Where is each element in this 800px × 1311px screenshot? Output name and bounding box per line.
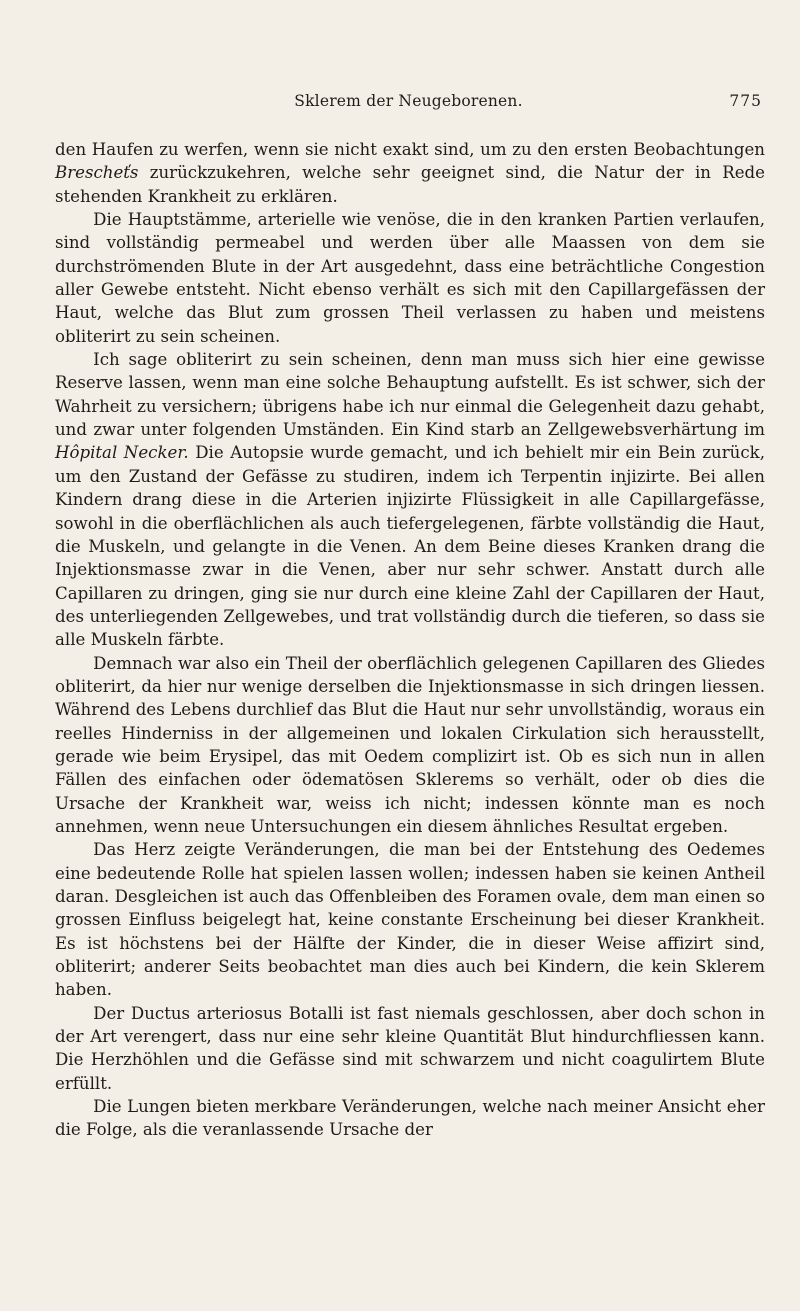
text-run: zurückzukehren, welche sehr geeignet sind, die Natur der in Rede stehenden Krankheit zu erklären. xyxy=(55,163,765,206)
body-text xyxy=(55,138,765,1142)
paragraph xyxy=(55,348,765,651)
text-run: Die Hauptstämme, arterielle wie venöse, die in den kranken Partien verlaufen, sind vollständig permeabel und werden über alle Maassen von dem sie durchströmenden Blute in der Art ausgedehnt, dass eine beträchtliche Congestion aller Gewebe entsteht. Nicht ebenso verhält es sich mit den Capillargefässen der Haut, welche das Blut zum grossen Theil verlassen zu haben und meistens obliterirt zu sein scheinen. xyxy=(55,210,765,346)
text-run: Ich sage obliterirt zu sein scheinen, denn man muss sich hier eine gewisse Reserve lassen, wenn man eine solche Behauptung aufstellt. Es ist schwer, sich der Wahrheit zu versichern; übrigens habe ich nur einmal die Gelegenheit dazu gehabt, und zwar unter folgenden Umständen. Ein Kind starb an Zellgewebsverhärtung im xyxy=(55,350,765,440)
text-run: Der Ductus arteriosus Botalli ist fast niemals geschlossen, aber doch schon in der Art verengert, dass nur eine sehr kleine Quantität Blut hindurchfliessen kann. Die Herzhöhlen und die Gefässe sind mit schwarzem und nicht coagulirtem Blute erfüllt. xyxy=(55,1003,765,1093)
paragraph xyxy=(55,208,765,348)
paragraph xyxy=(55,138,765,208)
running-title: Sklerem der Neugeborenen. xyxy=(294,92,523,110)
italic-text: Brescheťs xyxy=(55,163,139,183)
text-run: Demnach war also ein Theil der oberflächlich gelegenen Capillaren des Gliedes obliterirt, da hier nur wenige derselben die Injektionsmasse in sich dringen liessen. Während des Lebens durchlief das Blut die Haut nur sehr unvollständig, woraus ein reelles Hinderniss in der allgemeinen und lokalen Cirkulation sich herausstellt, gerade wie beim Erysipel, das mit Oedem complizirt ist. Ob es sich nun in allen Fällen des einfachen oder ödematösen Sklerems so verhält, oder ob dies die Ursache der Krankheit war, weiss ich nicht; indessen könnte man es noch annehmen, wenn neue Untersuchungen ein diesem ähnliches Resultat ergeben. xyxy=(55,653,765,836)
paragraph xyxy=(55,1002,765,1095)
page-header xyxy=(55,92,762,110)
italic-text: Hôpital Necker. xyxy=(55,443,189,463)
text-run: den Haufen zu werfen, wenn sie nicht exakt sind, um zu den ersten Beobachtungen xyxy=(55,140,765,159)
paragraph xyxy=(55,1095,765,1142)
text-run: Die Lungen bieten merkbare Veränderungen, welche nach meiner Ansicht eher die Folge, als die veranlassende Ursache der xyxy=(55,1097,765,1140)
text-run: Das Herz zeigte Veränderungen, die man bei der Entstehung des Oedemes eine bedeutende Rolle hat spielen lassen wollen; indessen haben sie keinen Antheil daran. Desgleichen ist auch das Offenbleiben des Foramen ovale, dem man einen so grossen Einfluss beigelegt hat, keine constante Erscheinung bei dieser Krankheit. Es ist höchstens bei der Hälfte der Kinder, die in dieser Weise affizirt sind, obliterirt; anderer Seits beobachtet man dies auch bei Kindern, die kein Sklerem haben. xyxy=(55,840,765,1000)
paragraph xyxy=(55,838,765,1001)
paragraph xyxy=(55,652,765,839)
text-run: Die Autopsie wurde gemacht, und ich behielt mir ein Bein zurück, um den Zustand der Gefässe zu studiren, indem ich Terpentin injizirte. Bei allen Kindern drang diese in die Arterien injizirte Flüssigkeit in alle Capillargefässe, sowohl in die oberflächlichen als auch tiefergelegenen, färbte vollständig die Haut, die Muskeln, und gelangte in die Venen. An dem Beine dieses Kranken drang die Injektionsmasse zwar in die Venen, aber nur sehr schwer. Anstatt durch alle Capillaren zu dringen, ging sie nur durch eine kleine Zahl der Capillaren der Haut, des unterliegenden Zellgewebes, und trat vollständig durch die tieferen, so dass sie alle Muskeln färbte. xyxy=(55,443,765,650)
page-number: 775 xyxy=(729,92,762,110)
